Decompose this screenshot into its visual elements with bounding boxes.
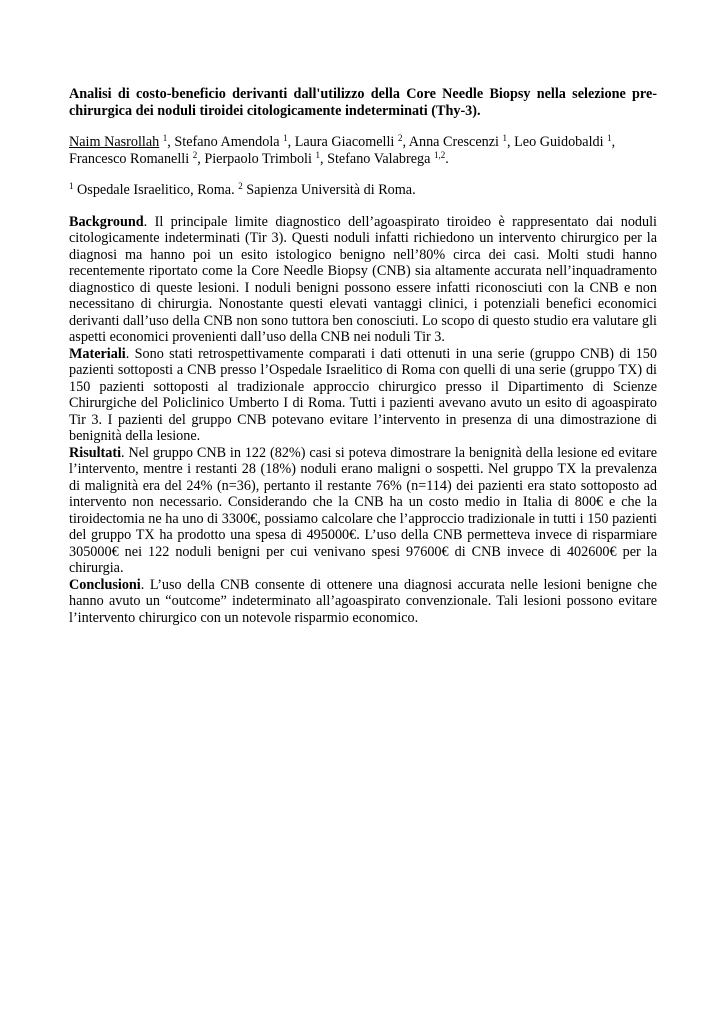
author-affiliation-mark: 1 [502, 133, 508, 143]
author-affiliation-mark: 1 [315, 149, 320, 160]
section-conclusioni [69, 577, 657, 627]
author-name: Stefano Valabrega [327, 150, 431, 167]
section-body: . L’uso della CNB consente di ottenere una diagnosi accurata nelle lesioni benigne che hanno avuto un “outcome” indeterminato all’agoaspirato convenzionale. Tali lesioni possono evitare l’intervento chirurgico con un notevole risparmio economico. [69, 576, 657, 626]
abstract-page [69, 86, 657, 626]
affiliation-number: 2 [238, 181, 243, 191]
author-name: Leo Guidobaldi [514, 134, 604, 150]
section-body: . Sono stati retrospettivamente comparati i dati ottenuti in una serie (gruppo CNB) di 150 pazienti sottoposti a CNB presso l’Ospedale Israelitico di Roma con quelli di una serie (gruppo TX) di 150 pazienti sottoposti al tradizionale approccio chirurgico presso il Dipartimento di Scienze Chirurgiche del Policlinico Umberto I di Roma. Tutti i pazienti avevano avuto un esito di agoaspirato Tir 3. I pazienti del gruppo CNB potevano evitare l’intervento in presenza di una dimostrazione di benignità della lesione. [69, 345, 657, 444]
author-name: Naim Nasrollah [69, 134, 160, 150]
author-affiliation-mark: 2 [397, 133, 403, 143]
affiliation-list [69, 182, 657, 199]
section-body: . Nel gruppo CNB in 122 (82%) casi si poteva dimostrare la benignità della lesione ed evitare l’intervento, mentre i restanti 28 (18%) noduli erano maligni o sospetti. Nel gruppo TX la prevalenza di malignità era del 24% (n=36), pertanto il restante 76% (n=114) dei pazienti era stato sottoposto ad intervento non necessario. Considerando che la CNB ha un costo medio in Italia di 800€ e che la tiroidectomia ne ha uno di 3300€, possiamo calcolare che l’approccio tradizionale in tutti i 150 pazienti del gruppo TX ha prodotto una spesa di 495000€. L’uso della CNB permetteva invece di risparmiare 305000€ nei 122 noduli benigni per cui venivano spesi 97600€ di CNB invece di 402600€ per la chirurgia. [69, 444, 657, 576]
section-risultati [69, 445, 657, 577]
section-heading: Conclusioni [69, 576, 141, 593]
affiliation-text: Ospedale Israelitico, Roma. [77, 182, 235, 198]
section-heading: Risultati [69, 444, 122, 461]
author-affiliation-mark: 1,2 [433, 149, 446, 160]
author-name: Pierpaolo Trimboli [204, 150, 312, 167]
section-body: . Il principale limite diagnostico dell’agoaspirato tiroideo è rappresentato dai noduli citologicamente indeterminati (Tir 3). Questi noduli infatti richiedono un intervento chirurgico per la diagnosi ma hanno poi un esito istologico benigno nell’80% circa dei casi. Molti studi hanno recentemente riportato come la Core Needle Biopsy (CNB) sia altamente accurata nell’inquadramento diagnostico di queste lesioni. I noduli benigni possono essere infatti riconosciuti con la CNB e non necessitano di chirurgia. Nonostante questi elevati vantaggi clinici, i potenziali benefici economici derivanti dall’uso della CNB non sono tuttora ben conosciuti. Lo scopo di questo studio era valutare gli aspetti economici provenienti dall’uso della CNB nei noduli Tir 3. [69, 213, 657, 345]
author-name: Anna Crescenzi [408, 134, 499, 150]
abstract-title: Analisi di costo-beneficio derivanti dall'utilizzo della Core Needle Biopsy nella selezione pre-chirurgica dei noduli tiroidei citologicamente indeterminati (Thy-3). [69, 86, 657, 119]
author-name: Francesco Romanelli [69, 150, 190, 167]
author-affiliation-mark: 1 [607, 133, 612, 143]
author-affiliation-mark: 1 [283, 133, 288, 143]
section-background [69, 214, 657, 346]
author-affiliation-mark: 1 [162, 133, 168, 143]
section-materiali [69, 346, 657, 445]
section-heading: Background [69, 213, 144, 230]
affiliation-number: 1 [69, 181, 74, 191]
author-list: Naim Nasrollah $^1$, Stefano Amendola $^1$, Laura Giacomelli $^2$, Anna Crescenzi $^1$, Leo Guidobaldi $^1$, Francesco Romanelli $^2$, Pierpaolo Trimboli $^1$, Stefano Valabrega $^{1,2}$. [69, 133, 616, 167]
affiliation-text: Sapienza Università di Roma. [246, 182, 416, 198]
author-affiliation-mark: 2 [192, 149, 198, 160]
author-name: Stefano Amendola [174, 134, 280, 150]
section-heading: Materiali [69, 345, 126, 362]
author-name: Laura Giacomelli [294, 134, 395, 150]
